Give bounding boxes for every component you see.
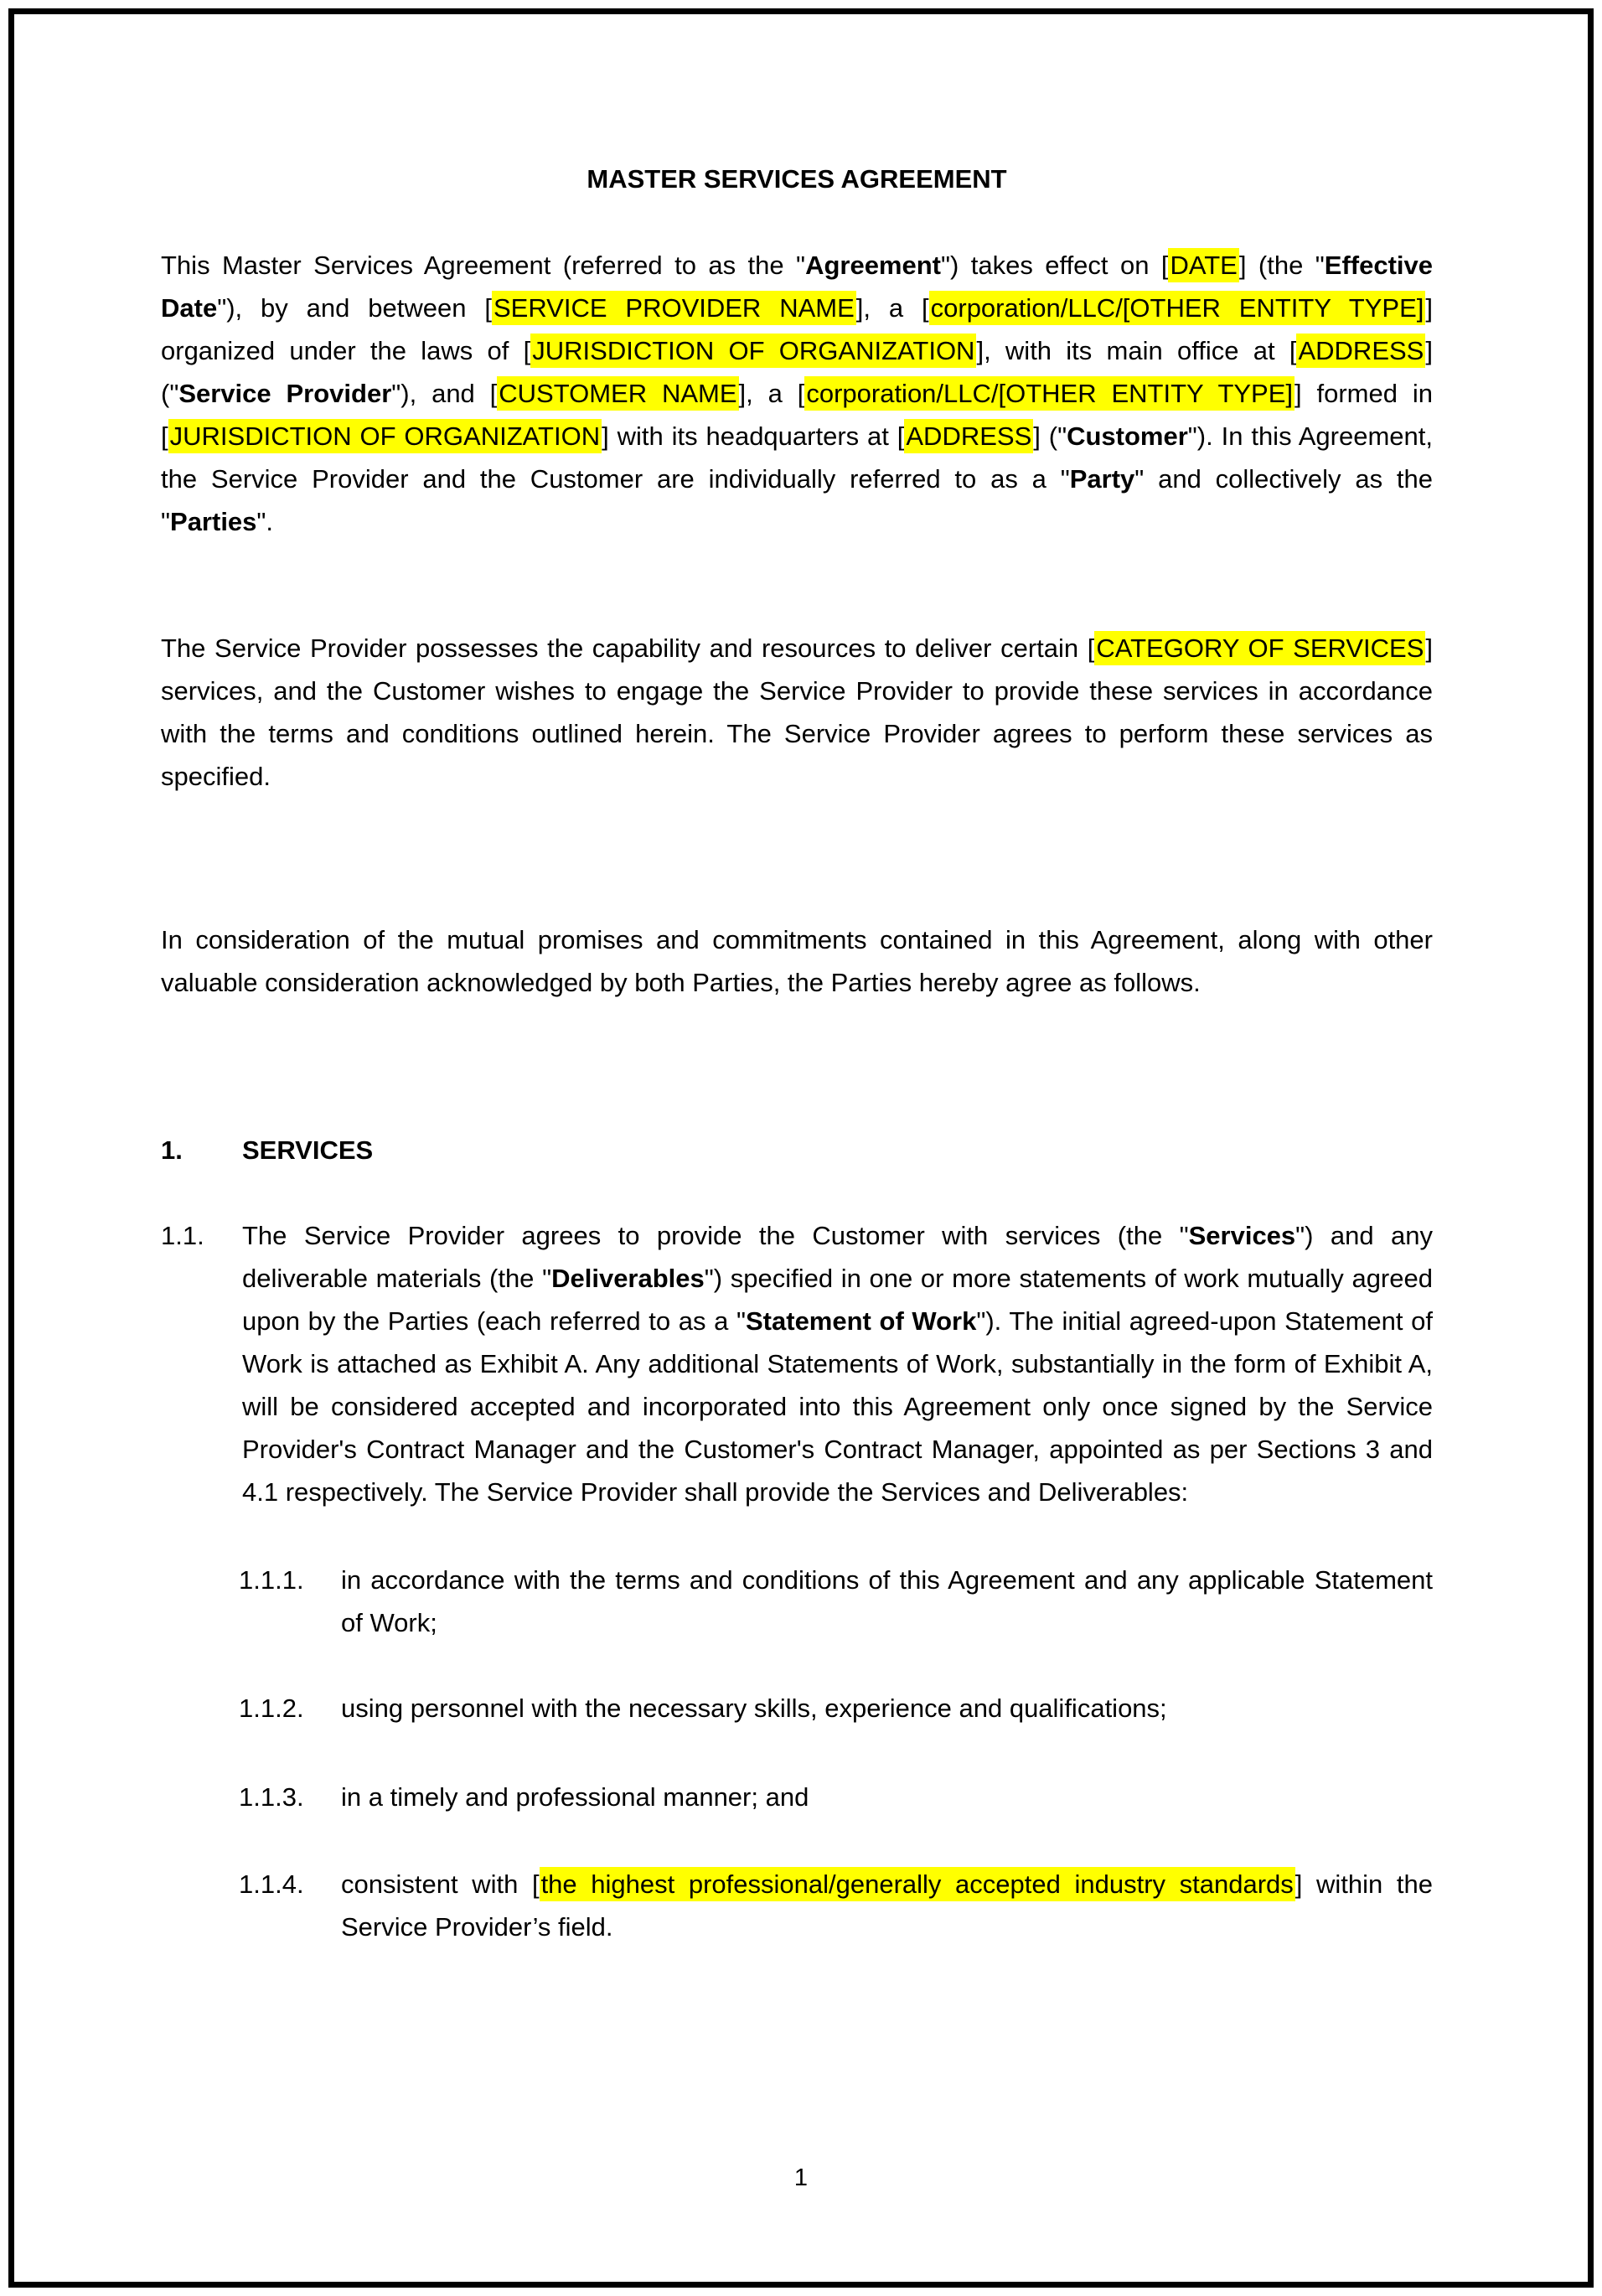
text-run: ] ("	[1033, 421, 1067, 451]
text-run: ], with its main office at [	[976, 336, 1297, 365]
clause-text	[242, 1129, 373, 1171]
clause-1-1-4	[239, 1863, 1433, 1948]
highlighted-placeholder: corporation/LLC/[OTHER ENTITY TYPE]	[929, 291, 1426, 325]
page-number: 1	[793, 2164, 809, 2191]
highlighted-placeholder: SERVICE PROVIDER NAME	[492, 291, 856, 325]
text-run: ") specified in one or more statements of work mutually agreed upon by the Parties (each referred to as a "	[242, 1264, 1433, 1336]
text-run: ".	[256, 507, 274, 536]
clause-1-1-1	[239, 1559, 1433, 1644]
text-run: ] (the "	[1238, 251, 1325, 280]
clause-text	[341, 1863, 1433, 1948]
paragraph	[161, 627, 1433, 798]
document-blocks	[161, 244, 1433, 1948]
text-run: The Service Provider possesses the capability and resources to deliver certain [	[161, 633, 1095, 663]
clause-text	[341, 1559, 1433, 1644]
highlighted-placeholder: CATEGORY OF SERVICES	[1094, 631, 1425, 665]
bold-text-run: Customer	[1067, 421, 1188, 451]
bold-text-run: Statement of Work	[746, 1306, 977, 1336]
section-heading	[161, 1129, 1433, 1171]
highlighted-placeholder: ADDRESS	[904, 419, 1033, 453]
highlighted-placeholder: JURISDICTION OF ORGANIZATION	[168, 419, 602, 453]
text-run: "), by and between [	[217, 293, 492, 323]
text-run: "). In this Agreement, the Service Provider and the Customer are individually referred to as a "	[161, 421, 1433, 494]
clause-number: 1.1.1.	[239, 1565, 304, 1595]
clause-text	[341, 1776, 1433, 1818]
text-run: ] services, and the Customer wishes to engage the Service Provider to provide these services in accordance with the terms and conditions outlined herein. The Service Provider agrees to perform these services as specified.	[161, 633, 1434, 791]
highlighted-placeholder: ADDRESS	[1296, 334, 1425, 368]
text-run: "), and [	[391, 379, 498, 408]
text-run: "). The initial agreed-upon Statement of Work is attached as Exhibit A. Any additional Statements of Work, substantially in the form of Exhibit A, will be considered accepted and incorporated into this Agreement only once signed by the Service Provider's Contract Manager and the Customer's Contract Manager, appointed as per Sections 3 and 4.1 respectively. The Service Provider shall provide the Services and Deliverables:	[242, 1306, 1433, 1507]
text-run: in a timely and professional manner; and	[341, 1782, 809, 1812]
bold-text-run: Party	[1069, 464, 1135, 494]
clause-1-1-3	[239, 1776, 1433, 1818]
bold-text-run: Parties	[170, 507, 257, 536]
clause-1-1	[161, 1214, 1433, 1513]
clause-text	[341, 1687, 1433, 1730]
clause-number: 1.	[161, 1135, 183, 1165]
document-title: MASTER SERVICES AGREEMENT	[587, 164, 1007, 194]
paragraph	[161, 244, 1433, 543]
text-run: " and collectively as the "	[161, 464, 1433, 536]
text-run: ") takes effect on [	[941, 251, 1169, 280]
text-run: ] within the Service Provider’s field.	[341, 1869, 1433, 1942]
highlighted-placeholder: corporation/LLC/[OTHER ENTITY TYPE]	[804, 376, 1295, 411]
bold-text-run: Service Provider	[178, 379, 392, 408]
text-run: ], a [	[738, 379, 805, 408]
bold-text-run: Services	[1188, 1221, 1296, 1250]
paragraph	[161, 918, 1433, 1004]
text-run: ], a [	[855, 293, 929, 323]
text-run: ] ("	[161, 336, 1433, 408]
text-run: SERVICES	[242, 1135, 374, 1165]
bold-text-run: Deliverables	[551, 1264, 705, 1293]
clause-number: 1.1.3.	[239, 1782, 304, 1812]
text-run: This Master Services Agreement (referred to as the "	[161, 251, 806, 280]
text-run: The Service Provider agrees to provide the Customer with services (the "	[242, 1221, 1189, 1250]
highlighted-placeholder: DATE	[1168, 248, 1238, 282]
text-run: using personnel with the necessary skills, experience and qualifications;	[341, 1694, 1167, 1723]
text-run: ] organized under the laws of [	[161, 293, 1434, 365]
document-content	[161, 158, 1433, 1948]
bold-text-run: Agreement	[805, 251, 941, 280]
text-run: ] formed in [	[161, 379, 1433, 451]
text-run: ] with its headquarters at [	[602, 421, 905, 451]
clause-number: 1.1.	[161, 1221, 204, 1250]
text-run: consistent with [	[341, 1869, 540, 1899]
highlighted-placeholder: the highest professional/generally accepted industry standards	[540, 1867, 1295, 1901]
highlighted-placeholder: CUSTOMER NAME	[497, 376, 738, 411]
clause-text	[242, 1214, 1433, 1513]
clause-number: 1.1.4.	[239, 1869, 304, 1899]
bold-text-run: Effective Date	[161, 251, 1433, 323]
clause-1-1-2	[239, 1687, 1433, 1730]
text-run: in accordance with the terms and conditions of this Agreement and any applicable Statement of Work;	[341, 1565, 1433, 1637]
text-run: In consideration of the mutual promises and commitments contained in this Agreement, along with other valuable consideration acknowledged by both Parties, the Parties hereby agree as follows.	[161, 925, 1433, 997]
text-run: ") and any deliverable materials (the "	[242, 1221, 1433, 1293]
clause-number: 1.1.2.	[239, 1694, 304, 1723]
highlighted-placeholder: JURISDICTION OF ORGANIZATION	[530, 334, 976, 368]
